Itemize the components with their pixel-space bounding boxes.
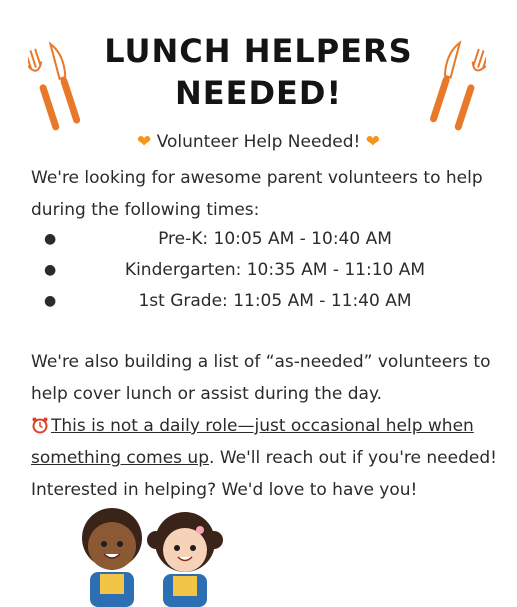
bullet-icon: ● xyxy=(44,262,57,278)
list-item: ● Kindergarten: 10:35 AM - 11:10 AM xyxy=(40,255,480,286)
subtitle-text: Volunteer Help Needed! xyxy=(156,132,361,152)
page-title xyxy=(90,30,427,114)
times-list xyxy=(40,224,480,317)
list-item: ● 1st Grade: 11:05 AM - 11:40 AM xyxy=(40,286,480,317)
bullet-icon: ● xyxy=(44,293,57,309)
intro-paragraph: We're looking for awesome parent volunteers to help during the following times: xyxy=(31,168,483,220)
heart-icon: ❤ xyxy=(365,132,380,152)
children-illustration xyxy=(70,500,250,607)
fork-knife-icon xyxy=(28,40,86,135)
bullet-icon: ● xyxy=(44,231,57,247)
list-item: ● Pre-K: 10:05 AM - 10:40 AM xyxy=(40,224,480,255)
title-line-2: NEEDED! xyxy=(174,74,343,112)
fork-knife-icon xyxy=(428,40,486,135)
para2-text: We're also building a list of “as-needed” volunteers to help cover lunch or assist during the day. xyxy=(31,352,491,404)
heart-icon: ❤ xyxy=(137,132,152,152)
para2-underlined: This is not a daily role—just occasional help when something comes up xyxy=(31,416,474,468)
title-line-1: LUNCH HELPERS xyxy=(104,32,413,70)
as-needed-paragraph xyxy=(31,346,501,506)
alarm-clock-icon xyxy=(31,416,49,434)
subtitle xyxy=(0,132,517,152)
para2-end: . We'll reach out if you're needed! Interested in helping? We'd love to have you! xyxy=(31,448,497,500)
